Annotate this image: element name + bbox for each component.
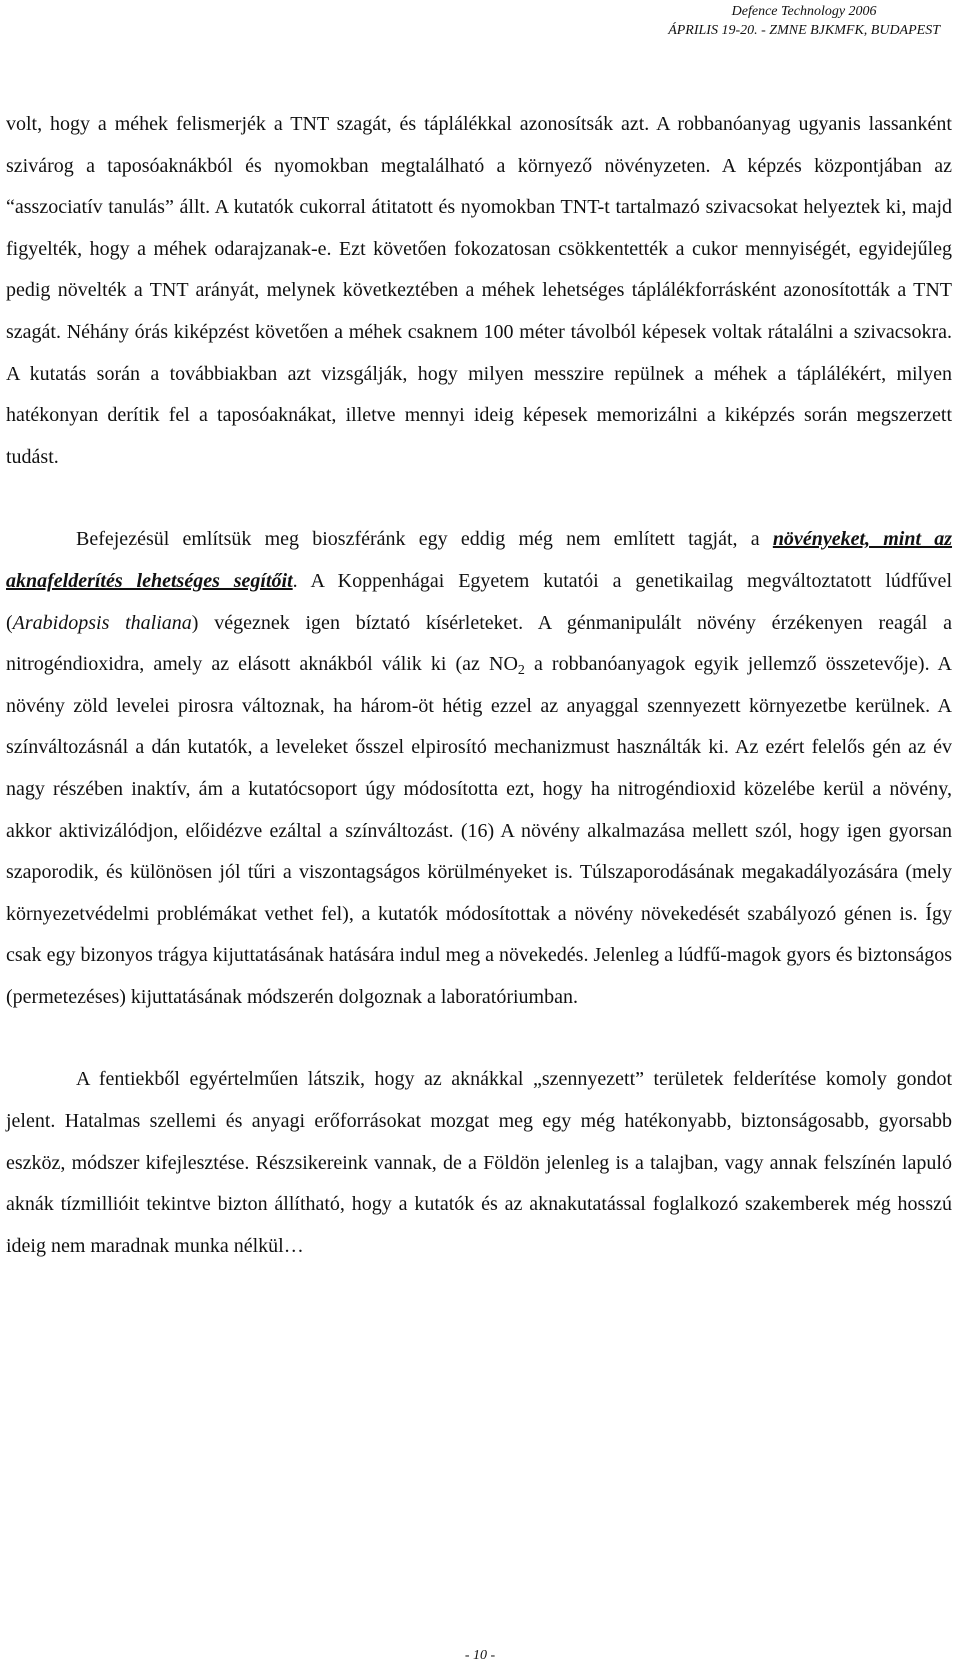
paragraph-conclusion — [6, 1059, 952, 1267]
paragraph-plants-intro: Befejezésül említsük meg bioszféránk egy eddig még nem említett tagját, a — [76, 528, 760, 551]
species-name: Arabidopsis thaliana — [12, 611, 192, 634]
chemical-subscript: 2 — [517, 663, 525, 679]
paragraph-bees: volt, hogy a méhek felismerjék a TNT szagát, és táplálékkal azonosítsák azt. A robbanóanyag ugyanis lassanként szivárog a taposóaknákból és nyomokban megtalálható a környező növényzeten. A képzés központjában az “asszociatív tanulás” állt. A kutatók cukorral átitatott és nyomokban TNT-t tartalmazó szivacsokat helyeztek ki, majd figyelték, hogy a méhek odarajzanak-e. Ezt követően fokozatosan csökkentették a cukor mennyiségét, egyidejűleg pedig növelték a TNT arányát, melynek következtében a méhek lehetséges táplálékforrásként azonosították a TNT szagát. Néhány órás kiképzést követően a méhek csaknem 100 méter távolból képesek voltak rátalálni a szivacsokra. A kutatás során a továbbiakban azt vizsgálják, hogy milyen messzire repülnek a méhek a táplálékért, milyen hatékonyan derítik fel a taposóaknákat, illetve mennyi ideig képesek memorizálni a kiképzés során megszerzett tudást. — [6, 113, 952, 468]
paragraph-conclusion-text: A fentiekből egyértelműen látszik, hogy az aknákkal „szennyezett” területek felderítése komoly gondot jelent. Hatalmas szellemi és anyagi erőforrásokat mozgat meg egy még hatékonyabb, biztonságosabb, gyorsabb eszköz, módszer kifejlesztése. Részsikereink vannak, de a Földön jelenleg is a talajban, vagy annak felszínén lapuló aknák tízmillióit tekintve bizton állítható, hogy a kutatók és az aknakutatással foglalkozó szakemberek még hosszú ideig nem maradnak munka nélkül… — [6, 1068, 952, 1257]
page-header — [668, 2, 940, 40]
header-conference-title: Defence Technology 2006 — [731, 4, 877, 19]
paragraph-plants — [6, 519, 952, 1018]
emphasized-phrase: növényeket, mint az aknafelderítés lehetséges segítőit — [6, 528, 953, 592]
paragraph-plants-text-2: ) végeznek igen bíztató kísérleteket. A génmanipulált növény érzékenyen reagál a nitrogéndioxidra, amely az elásott aknákból válik ki (az NO — [6, 611, 952, 676]
paragraph-plants-rest: a robbanóanyagok egyik jellemző összetevője). A növény zöld levelei pirosra változnak, ha három-öt hétig ezzel az anyaggal szennyezett környezetbe kerülnek. A színváltozásnál a dán kutatók, a leveleket ősszel elpirosító mechanizmust használták ki. Az ezért felelős gén az év nagy részében inaktív, ám a kutatócsoport úgy módosította ezt, hogy ha nitrogéndioxid közelébe kerül a növény, akkor aktivizálódjon, előidézve ezáltal a színváltozást. (16) A növény alkalmazása mellett szól, hogy igen gyorsan szaporodik, és különösen jól tűri a viszontagságos körülményeket is. Túlszaporodásának megakadályozására (mely környezetvédelmi problémákat vethet fel), a kutatók módosítottak a növény növekedését szabályozó génen is. Így csak egy bizonyos trágya kijuttatásának hatására indul meg a növekedés. Jelenleg a lúdfű-magok gyors és biztonságos (permetezéses) kijuttatásának módszerén dolgoznak a laboratóriumban. — [6, 653, 952, 1008]
paragraph-plants-text: . A Koppenhágai Egyetem kutatói a genetikailag megváltoztatott lúdfűvel ( — [6, 569, 952, 634]
header-conference-date-venue: ÁPRILIS 19-20. - ZMNE BJKMFK, BUDAPEST — [668, 23, 940, 38]
page-number: - 10 - — [464, 1648, 496, 1663]
document-body — [6, 104, 952, 1267]
